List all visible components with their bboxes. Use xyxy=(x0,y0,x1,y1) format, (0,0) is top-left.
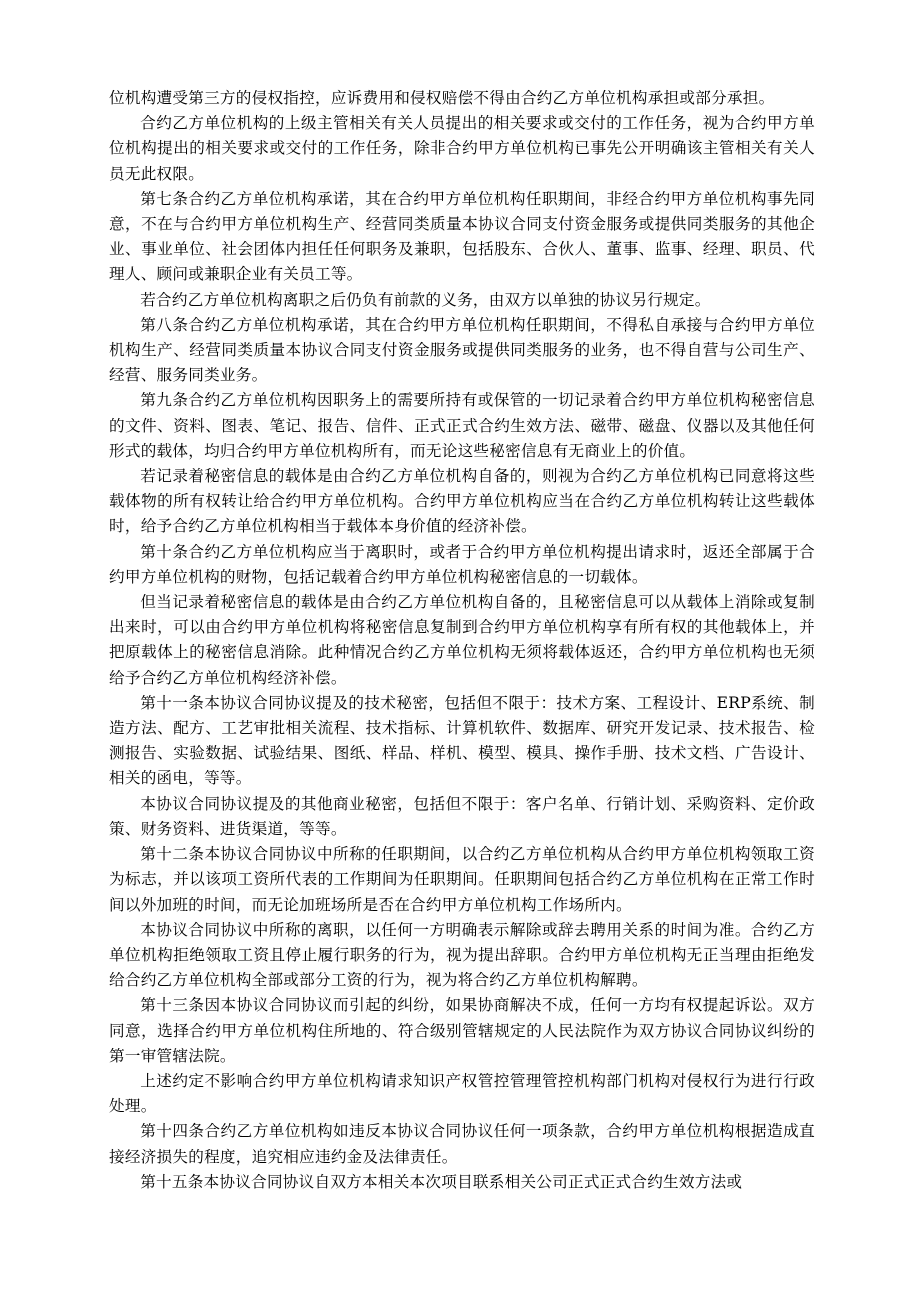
paragraph-article-15: 第十五条本协议合同协议自双方本相关本次项目联系相关公司正式正式合约生效方法或 xyxy=(140,1172,743,1191)
paragraph-article-9: 第九条合约乙方单位机构因职务上的需要所持有或保管的一切记录着合约甲方单位机构秘密信息的文件、资料、图表、笔记、报告、信件、正式正式合约生效方法、磁带、磁盘、仪器以及其他任何形式的载体，均归合约甲方单位机构所有，而无论这些秘密信息有无商业上的价值。 xyxy=(109,391,815,460)
paragraph-article-7: 第七条合约乙方单位机构承诺，其在合约甲方单位机构任职期间，非经合约甲方单位机构事先同意，不在与合约甲方单位机构生产、经营同类质量本协议合同支付资金服务或提供同类服务的其他企业、事业单位、社会团体内担任任何职务及兼职，包括股东、合伙人、董事、监事、经理、职员、代理人、顾问或兼职企业有关员工等。 xyxy=(109,189,815,284)
paragraph-article-8: 第八条合约乙方单位机构承诺，其在合约甲方单位机构任职期间，不得私自承接与合约甲方单位机构生产、经营同类质量本协议合同支付资金服务或提供同类服务的业务，也不得自营与公司生产、经营、服务同类业务。 xyxy=(109,315,815,385)
paragraph-article-11: 第十一条本协议合同协议提及的技术秘密，包括但不限于：技术方案、工程设计、ERP系统、制造方法、配方、工艺审批相关流程、技术指标、计算机软件、数据库、研究开发记录、技术报告、检测报告、实验数据、试验结果、图纸、样品、样机、模型、模具、操作手册、技术文档、广告设计、相关的函电，等等。 xyxy=(109,693,815,788)
paragraph-article-9-self-provided-carrier: 若记录着秘密信息的载体是由合约乙方单位机构自备的，则视为合约乙方单位机构已同意将这些载体物的所有权转让给合约甲方单位机构。合约甲方单位机构应当在合约乙方单位机构转让这些载体时，给予合约乙方单位机构相当于载体本身价值的经济补偿。 xyxy=(109,467,815,536)
paragraph-article-10: 第十条合约乙方单位机构应当于离职时，或者于合约甲方单位机构提出请求时，返还全部属于合约甲方单位机构的财物，包括记载着合约甲方单位机构秘密信息的一切载体。 xyxy=(109,542,815,586)
document-page xyxy=(109,86,815,1195)
paragraph-article-14: 第十四条合约乙方单位机构如违反本协议合同协议任何一项条款，合约甲方单位机构根据造成直接经济损失的程度，追究相应违约金及法律责任。 xyxy=(109,1122,815,1166)
paragraph-article-11-trade-secrets: 本协议合同协议提及的其他商业秘密，包括但不限于：客户名单、行销计划、采购资料、定价政策、财务资料、进货渠道，等等。 xyxy=(109,794,815,838)
paragraph-article-13: 第十三条因本协议合同协议而引起的纠纷，如果协商解决不成，任何一方均有权提起诉讼。双方同意，选择合约甲方单位机构住所地的、符合级别管辖规定的人民法院作为双方协议合同协议纠纷的第一审管辖法院。 xyxy=(109,996,815,1065)
paragraph-article-7-post-departure: 若合约乙方单位机构离职之后仍负有前款的义务，由双方以单独的协议另行规定。 xyxy=(140,290,711,309)
paragraph-article-12: 第十二条本协议合同协议中所称的任职期间，以合约乙方单位机构从合约甲方单位机构领取工资为标志，并以该项工资所代表的工作期间为任职期间。任职期间包括合约乙方单位机构在正常工作时间以外加班的时间，而无论加班场所是否在合约甲方单位机构工作场所内。 xyxy=(109,845,815,914)
paragraph-article-10-exception: 但当记录着秘密信息的载体是由合约乙方单位机构自备的，且秘密信息可以从载体上消除或复制出来时，可以由合约甲方单位机构将秘密信息复制到合约甲方单位机构享有所有权的其他载体上，并把原载体上的秘密信息消除。此种情况合约乙方单位机构无须将载体返还，合约甲方单位机构也无须给予合约乙方单位机构经济补偿。 xyxy=(109,593,815,687)
paragraph-article-12-departure: 本协议合同协议中所称的离职，以任何一方明确表示解除或辞去聘用关系的时间为准。合约乙方单位机构拒绝领取工资且停止履行职务的行为，视为提出辞职。合约甲方单位机构无正当理由拒绝发给合约乙方单位机构全部或部分工资的行为，视为将合约乙方单位机构解聘。 xyxy=(109,920,815,990)
paragraph-continuation: 位机构遭受第三方的侵权指控，应诉费用和侵权赔偿不得由合约乙方单位机构承担或部分承担。 xyxy=(109,89,775,107)
paragraph-supervisor-tasks: 合约乙方单位机构的上级主管相关有关人员提出的相关要求或交付的工作任务，视为合约甲方单位机构提出的相关要求或交付的工作任务，除非合约甲方单位机构已事先公开明确该主管相关有关人员无此权限。 xyxy=(109,114,815,183)
paragraph-article-13-administrative: 上述约定不影响合约甲方单位机构请求知识产权管控管理管控机构部门机构对侵权行为进行行政处理。 xyxy=(109,1071,815,1116)
